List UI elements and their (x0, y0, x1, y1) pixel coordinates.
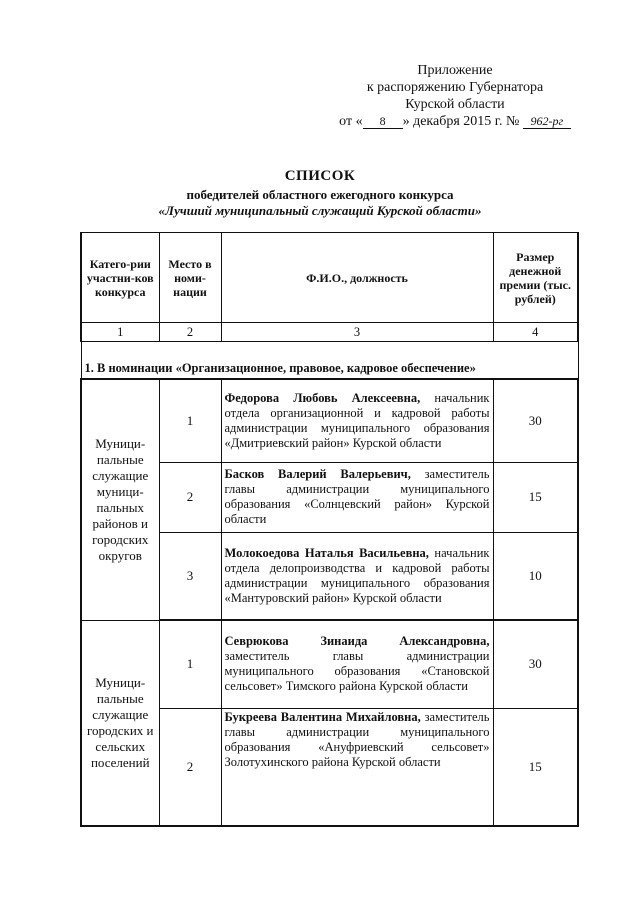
winner-position: начальник отдела организационной и кадровой работы администрации муниципального образования «Дмитриевский район» Курской области (224, 390, 490, 450)
prize-cell: 15 (493, 708, 578, 826)
date-day: 8 (363, 114, 403, 129)
place-cell: 2 (159, 708, 221, 826)
winner-position: заместитель главы администрации муниципального образования «Солнцевский район» Курской области (224, 467, 490, 526)
category-cell: Муници-пальные служащие городских и сельских поселений (81, 620, 159, 826)
appendix-line-2: к распоряжению Губернатора (366, 80, 544, 95)
column-number: 3 (221, 323, 493, 342)
appendix-line-3: Курской области (405, 97, 505, 112)
winner-name: Басков Валерий Валерьевич, (224, 467, 411, 481)
header-row (81, 233, 578, 323)
header-category: Катего-рии участни-ков конкурса (81, 233, 159, 323)
column-number: 2 (159, 323, 221, 342)
place-cell: 1 (159, 620, 221, 708)
column-number: 1 (81, 323, 159, 342)
category-cell: Муници-пальные служащие муници-пальных районов и городских округов (81, 379, 159, 620)
doc-title: СПИСОК (284, 168, 356, 184)
winner-name: Севрюкова Зинаида Александровна, (224, 634, 490, 649)
document-number: 962-рг (523, 114, 571, 129)
winners-table (80, 232, 579, 827)
appendix-date-line (330, 113, 580, 130)
winner-name: Молокоедова Наталья Васильевна, (224, 545, 429, 560)
winner-position: начальник отдела делопроизводства и кадровой работы администрации муниципального образования «Мантуровский район» Курской области (224, 545, 490, 605)
place-cell: 3 (159, 532, 221, 620)
doc-subtitle: победителей областного ежегодного конкурса (186, 187, 454, 202)
fio-cell (221, 379, 493, 462)
header-place: Место в номи-нации (159, 233, 221, 323)
prize-cell: 15 (493, 462, 578, 532)
place-cell: 1 (159, 379, 221, 462)
column-number-row (81, 323, 578, 342)
table-row (81, 379, 578, 462)
fio-cell (221, 462, 493, 532)
winner-position: заместитель главы администрации муниципального образования «Ануфриевский сельсовет» Золотухинского района Курской области (224, 709, 490, 769)
appendix-block (330, 62, 580, 130)
fio-cell (221, 708, 493, 826)
fio-cell (221, 620, 493, 708)
nomination-title: 1. В номинации «Организационное, правовое, кадровое обеспечение» (81, 358, 578, 379)
winner-name: Букреева Валентина Михайловна, (224, 709, 421, 724)
place-cell: 2 (159, 462, 221, 532)
date-prefix: от « (339, 114, 363, 129)
prize-cell: 30 (493, 379, 578, 462)
date-middle: » декабря 2015 г. № (402, 114, 520, 129)
fio-cell (221, 532, 493, 620)
column-number: 4 (493, 323, 578, 342)
doc-contest-name: «Лучший муниципальный служащий Курской области» (158, 203, 482, 218)
winner-position: заместитель главы администрации муниципального образования «Становской сельсовет» Тимского района Курской области (224, 649, 490, 694)
header-fio: Ф.И.О., должность (221, 233, 493, 323)
winner-name: Федорова Любовь Алексеевна, (224, 390, 421, 405)
appendix-line-1: Приложение (417, 63, 493, 78)
header-prize: Размер денежной премии (тыс. рублей) (493, 233, 578, 323)
spacer-row (81, 342, 578, 359)
prize-cell: 10 (493, 532, 578, 620)
prize-cell: 30 (493, 620, 578, 708)
table-row (81, 620, 578, 708)
nomination-row (81, 358, 578, 379)
